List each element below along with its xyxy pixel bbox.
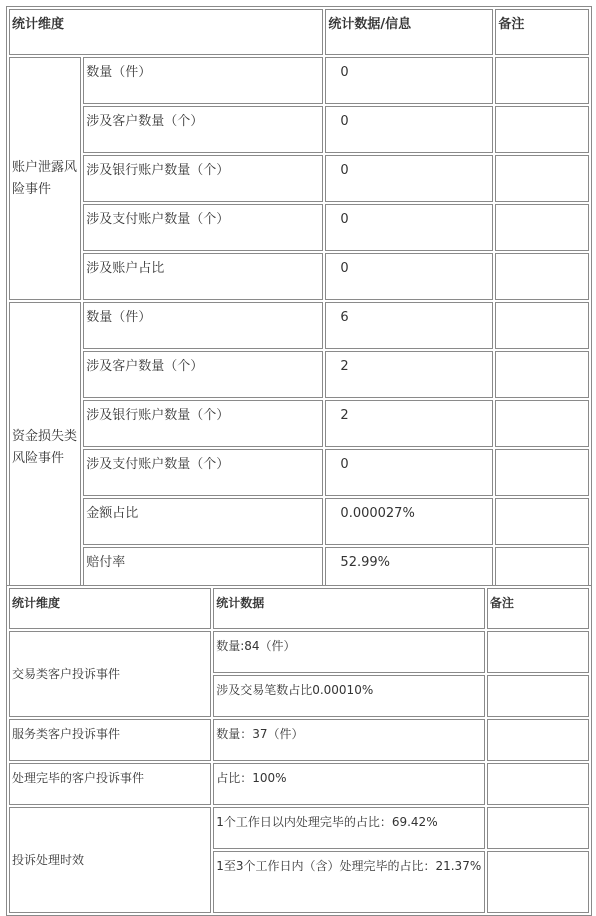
- complaints-table: [6, 585, 592, 916]
- table-row: [9, 807, 589, 849]
- row-value: 0: [325, 204, 493, 251]
- row-note: [487, 631, 589, 673]
- header-note: 备注: [487, 588, 589, 629]
- row-label: 涉及客户数量（个）: [83, 106, 323, 153]
- table-header-row: [9, 9, 589, 55]
- group-account-leak: 账户泄露风险事件: [9, 57, 81, 300]
- risk-events-table: [6, 6, 592, 597]
- row-note: [495, 204, 589, 251]
- row-label: 涉及银行账户数量（个）: [83, 155, 323, 202]
- table-row: [9, 498, 589, 545]
- row-dimension: 服务类客户投诉事件: [9, 719, 211, 761]
- table-row: [9, 631, 589, 673]
- row-label: 数量（件）: [83, 57, 323, 104]
- header-data: 统计数据/信息: [325, 9, 493, 55]
- row-value: 涉及交易笔数占比0.00010%: [213, 675, 485, 717]
- table-row: [9, 204, 589, 251]
- row-label: 涉及账户占比: [83, 253, 323, 300]
- row-note: [495, 449, 589, 496]
- row-note: [495, 400, 589, 447]
- row-note: [495, 57, 589, 104]
- row-label: 涉及支付账户数量（个）: [83, 204, 323, 251]
- row-note: [495, 155, 589, 202]
- row-label: 涉及客户数量（个）: [83, 351, 323, 398]
- row-label: 涉及银行账户数量（个）: [83, 400, 323, 447]
- row-note: [495, 498, 589, 545]
- table-row: [9, 763, 589, 805]
- row-value: 1个工作日以内处理完毕的占比：69.42%: [213, 807, 485, 849]
- header-data: 统计数据: [213, 588, 485, 629]
- table-row: [9, 106, 589, 153]
- row-note: [495, 106, 589, 153]
- row-note: [487, 719, 589, 761]
- table-row: [9, 302, 589, 349]
- row-label: 赔付率: [83, 547, 323, 594]
- row-note: [495, 351, 589, 398]
- row-value: 2: [325, 351, 493, 398]
- table-header-row: [9, 588, 589, 629]
- row-note: [487, 675, 589, 717]
- row-label: 金额占比: [83, 498, 323, 545]
- row-value: 1至3个工作日内（含）处理完毕的占比：21.37%: [213, 851, 485, 913]
- table-row: [9, 155, 589, 202]
- row-note: [487, 763, 589, 805]
- row-label: 数量（件）: [83, 302, 323, 349]
- row-note: [495, 253, 589, 300]
- header-note: 备注: [495, 9, 589, 55]
- table-row: [9, 253, 589, 300]
- row-dimension: 处理完毕的客户投诉事件: [9, 763, 211, 805]
- table-row: [9, 57, 589, 104]
- row-value: 0: [325, 155, 493, 202]
- row-value: 0.000027%: [325, 498, 493, 545]
- header-dimension: 统计维度: [9, 9, 323, 55]
- table-row: [9, 719, 589, 761]
- row-value: 0: [325, 253, 493, 300]
- group-fund-loss: 资金损失类风险事件: [9, 302, 81, 594]
- row-value: 数量:84（件）: [213, 631, 485, 673]
- header-dimension: 统计维度: [9, 588, 211, 629]
- row-value: 占比：100%: [213, 763, 485, 805]
- row-label: 涉及支付账户数量（个）: [83, 449, 323, 496]
- table-row: [9, 449, 589, 496]
- row-note: [495, 302, 589, 349]
- row-note: [487, 807, 589, 849]
- row-value: 0: [325, 57, 493, 104]
- table-row: [9, 400, 589, 447]
- row-value: 数量：37（件）: [213, 719, 485, 761]
- row-value: 0: [325, 106, 493, 153]
- table-row: [9, 351, 589, 398]
- row-dimension: 投诉处理时效: [9, 807, 211, 913]
- row-value: 0: [325, 449, 493, 496]
- row-dimension: 交易类客户投诉事件: [9, 631, 211, 717]
- row-note: [487, 851, 589, 913]
- row-value: 2: [325, 400, 493, 447]
- row-value: 6: [325, 302, 493, 349]
- row-value: 52.99%: [325, 547, 493, 594]
